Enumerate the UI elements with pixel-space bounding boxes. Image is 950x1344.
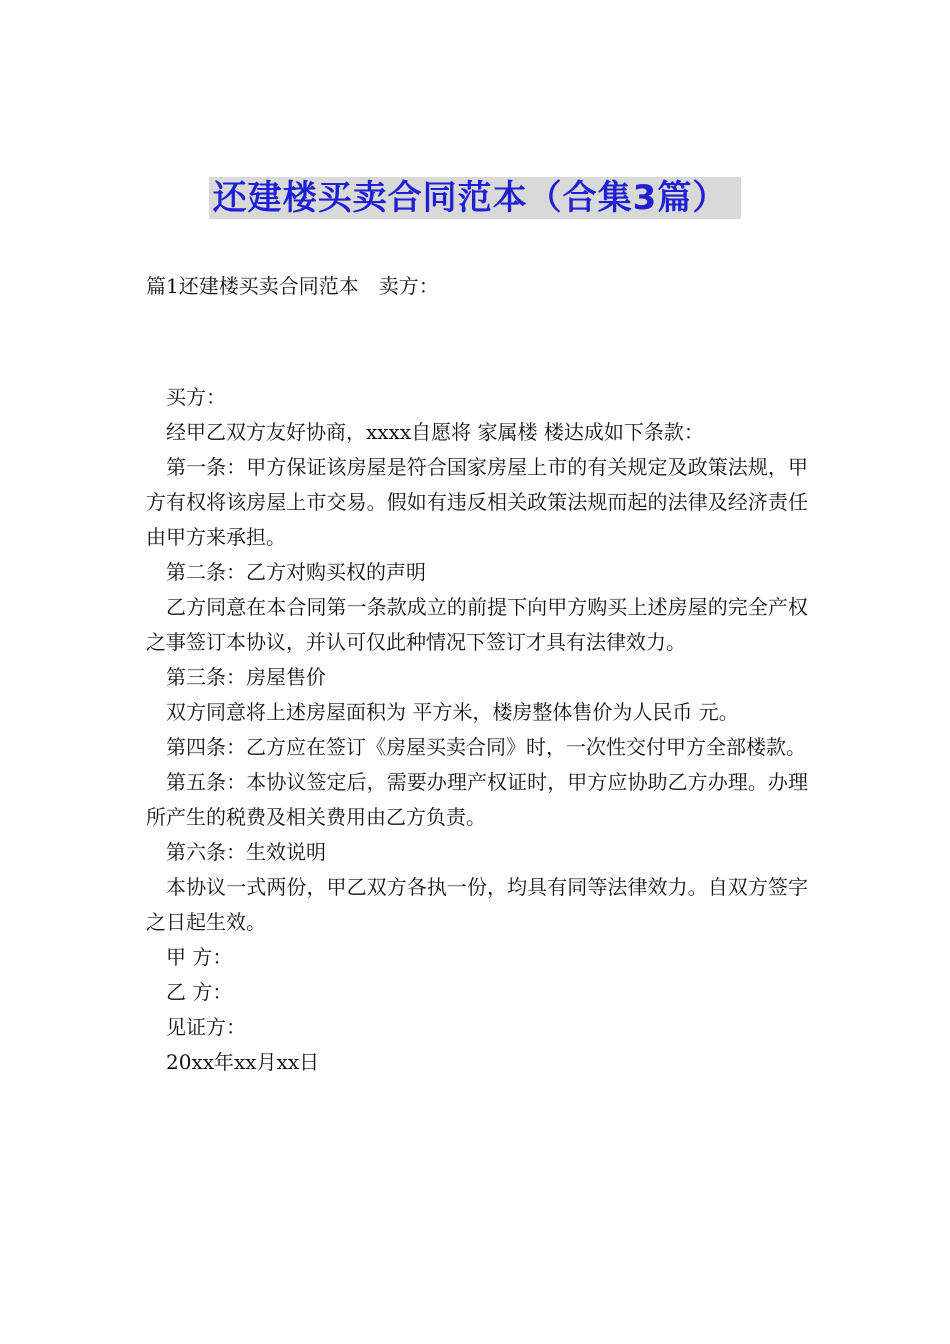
- party-b-signature: 乙 方：: [166, 980, 233, 1004]
- article-6-heading: 第六条：生效说明: [166, 840, 326, 864]
- article-2-body: 乙方同意在本合同第一条款成立的前提下向甲方购买上述房屋的完全产权之事签订本协议，并认可仅此种情况下签订才具有法律效力。: [146, 595, 808, 654]
- article-4: 第四条：乙方应在签订《房屋买卖合同》时，一次性交付甲方全部楼款。: [166, 735, 806, 759]
- intro-paragraph: 经甲乙双方友好协商，xxxx自愿将 家属楼 楼达成如下条款：: [166, 420, 704, 444]
- witness-signature: 见证方：: [166, 1015, 246, 1039]
- article-3-heading: 第三条：房屋售价: [166, 665, 326, 689]
- article-2-heading: 第二条：乙方对购买权的声明: [166, 560, 426, 584]
- party-a-signature: 甲 方：: [166, 945, 233, 969]
- article-1: 第一条：甲方保证该房屋是符合国家房屋上市的有关规定及政策法规，甲方有权将该房屋上市交易。假如有违反相关政策法规而起的法律及经济责任由甲方来承担。: [146, 455, 808, 549]
- title-container: [0, 177, 950, 219]
- article-3-body: 双方同意将上述房屋面积为 平方米，楼房整体售价为人民币 元。: [166, 700, 739, 724]
- article-5: 第五条：本协议签定后，需要办理产权证时，甲方应协助乙方办理。办理所产生的税费及相关费用由乙方负责。: [146, 770, 808, 829]
- buyer-line: 买方：: [166, 385, 226, 409]
- contract-body: [146, 380, 808, 1080]
- document-title: 还建楼买卖合同范本（合集3篇）: [209, 177, 742, 219]
- section-heading: 篇1还建楼买卖合同范本 卖方：: [146, 274, 439, 298]
- date-line: 20xx年xx月xx日: [166, 1050, 320, 1074]
- article-6-body: 本协议一式两份，甲乙双方各执一份，均具有同等法律效力。自双方签字之日起生效。: [146, 875, 808, 934]
